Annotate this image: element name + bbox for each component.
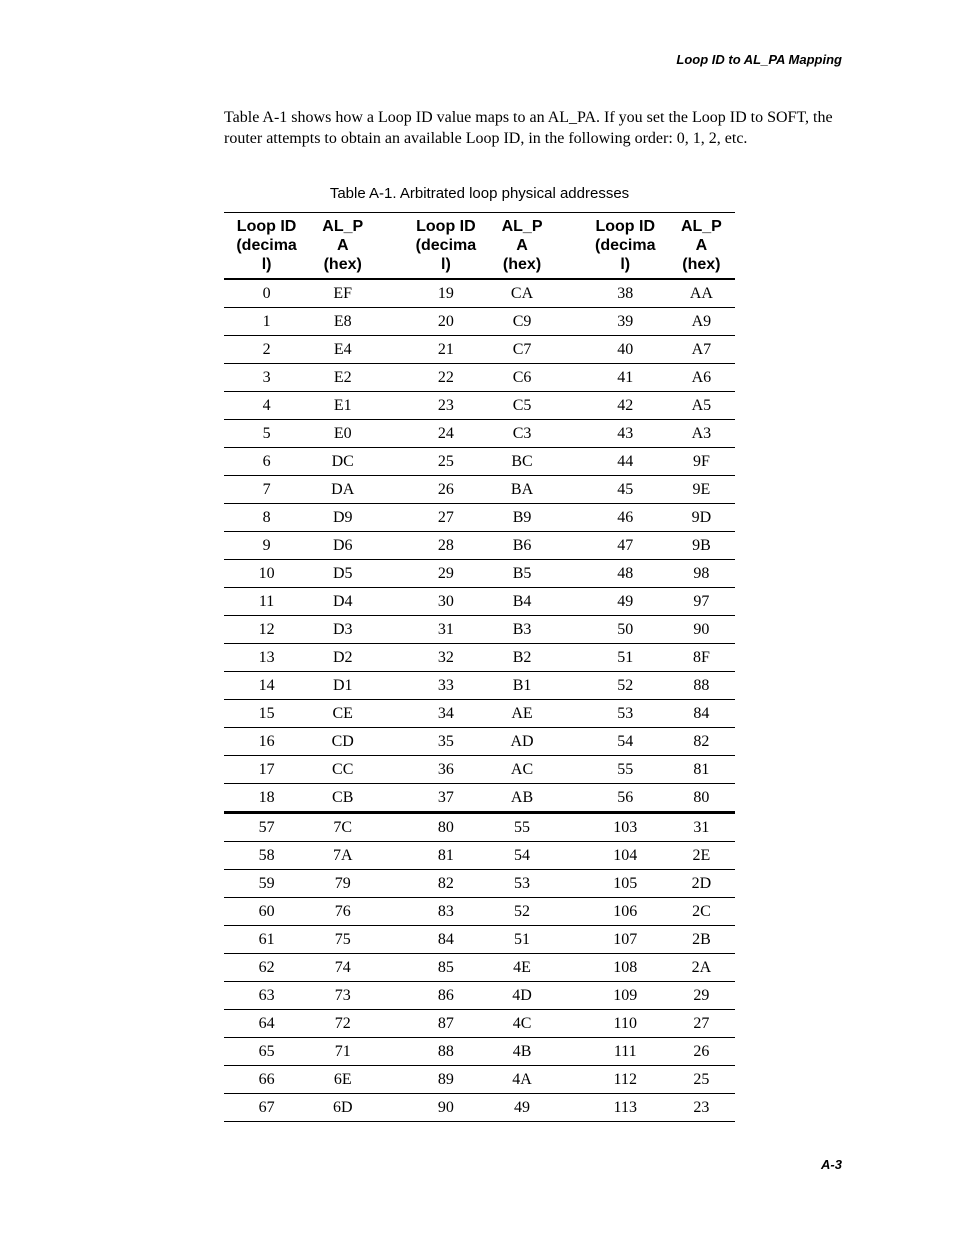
- header-loop-id: Loop ID (decima l): [583, 213, 668, 280]
- table-row: [224, 700, 735, 728]
- column-gap: [376, 1094, 403, 1122]
- column-gap: [376, 560, 403, 588]
- loop-id-cell: 56: [583, 784, 668, 813]
- alpa-cell: 55: [488, 813, 555, 842]
- loop-id-cell: 67: [224, 1094, 309, 1122]
- alpa-cell: AB: [488, 784, 555, 813]
- loop-id-cell: 46: [583, 504, 668, 532]
- column-gap: [556, 364, 583, 392]
- loop-id-cell: 108: [583, 954, 668, 982]
- loop-id-cell: 82: [403, 870, 488, 898]
- column-gap: [556, 700, 583, 728]
- alpa-cell: 51: [488, 926, 555, 954]
- alpa-cell: 81: [668, 756, 735, 784]
- table-row: [224, 926, 735, 954]
- alpa-cell: 52: [488, 898, 555, 926]
- loop-id-cell: 49: [583, 588, 668, 616]
- alpa-cell: D5: [309, 560, 376, 588]
- loop-id-cell: 54: [583, 728, 668, 756]
- column-gap: [376, 504, 403, 532]
- table-row: [224, 336, 735, 364]
- loop-id-cell: 86: [403, 982, 488, 1010]
- table-row: [224, 784, 735, 813]
- loop-id-cell: 26: [403, 476, 488, 504]
- loop-id-cell: 21: [403, 336, 488, 364]
- column-gap: [376, 870, 403, 898]
- alpa-cell: E4: [309, 336, 376, 364]
- alpa-cell: 80: [668, 784, 735, 813]
- alpa-cell: AA: [668, 279, 735, 308]
- loop-id-cell: 10: [224, 560, 309, 588]
- loop-id-cell: 36: [403, 756, 488, 784]
- alpa-cell: B5: [488, 560, 555, 588]
- loop-id-cell: 87: [403, 1010, 488, 1038]
- alpa-cell: 4A: [488, 1066, 555, 1094]
- loop-id-cell: 25: [403, 448, 488, 476]
- alpa-cell: 88: [668, 672, 735, 700]
- alpa-cell: 73: [309, 982, 376, 1010]
- table-row: [224, 1066, 735, 1094]
- loop-id-cell: 44: [583, 448, 668, 476]
- column-gap: [556, 279, 583, 308]
- column-gap: [376, 336, 403, 364]
- alpa-cell: E8: [309, 308, 376, 336]
- loop-id-cell: 16: [224, 728, 309, 756]
- loop-id-cell: 0: [224, 279, 309, 308]
- alpa-cell: 2E: [668, 842, 735, 870]
- column-gap: [376, 842, 403, 870]
- table-row: [224, 954, 735, 982]
- column-gap: [556, 954, 583, 982]
- loop-id-cell: 35: [403, 728, 488, 756]
- loop-id-cell: 14: [224, 672, 309, 700]
- loop-id-cell: 39: [583, 308, 668, 336]
- column-gap: [556, 644, 583, 672]
- column-gap: [376, 644, 403, 672]
- column-gap: [556, 756, 583, 784]
- column-gap: [556, 1038, 583, 1066]
- alpa-cell: 7C: [309, 813, 376, 842]
- loop-id-cell: 37: [403, 784, 488, 813]
- alpa-cell: 90: [668, 616, 735, 644]
- loop-id-cell: 33: [403, 672, 488, 700]
- loop-id-cell: 8: [224, 504, 309, 532]
- column-gap: [556, 728, 583, 756]
- loop-id-cell: 66: [224, 1066, 309, 1094]
- column-gap: [376, 926, 403, 954]
- alpa-cell: CE: [309, 700, 376, 728]
- loop-id-cell: 84: [403, 926, 488, 954]
- column-gap: [376, 279, 403, 308]
- alpa-cell: CB: [309, 784, 376, 813]
- column-gap: [376, 813, 403, 842]
- loop-id-cell: 15: [224, 700, 309, 728]
- alpa-cell: 4C: [488, 1010, 555, 1038]
- loop-id-alpa-table: [224, 212, 735, 1122]
- loop-id-cell: 20: [403, 308, 488, 336]
- column-gap: [556, 898, 583, 926]
- loop-id-cell: 63: [224, 982, 309, 1010]
- table-row: [224, 476, 735, 504]
- page-number: A-3: [821, 1157, 842, 1172]
- loop-id-cell: 6: [224, 448, 309, 476]
- alpa-cell: EF: [309, 279, 376, 308]
- alpa-cell: A7: [668, 336, 735, 364]
- column-gap: [376, 392, 403, 420]
- loop-id-cell: 53: [583, 700, 668, 728]
- column-gap: [556, 784, 583, 813]
- loop-id-cell: 24: [403, 420, 488, 448]
- alpa-cell: 27: [668, 1010, 735, 1038]
- table-body: [224, 279, 735, 1122]
- alpa-cell: 23: [668, 1094, 735, 1122]
- loop-id-cell: 58: [224, 842, 309, 870]
- alpa-cell: 82: [668, 728, 735, 756]
- loop-id-cell: 107: [583, 926, 668, 954]
- column-gap: [376, 898, 403, 926]
- column-gap: [556, 532, 583, 560]
- column-gap: [376, 616, 403, 644]
- loop-id-cell: 103: [583, 813, 668, 842]
- alpa-cell: 26: [668, 1038, 735, 1066]
- alpa-cell: 97: [668, 588, 735, 616]
- loop-id-cell: 90: [403, 1094, 488, 1122]
- loop-id-cell: 83: [403, 898, 488, 926]
- header-gap: [556, 213, 583, 280]
- alpa-cell: B9: [488, 504, 555, 532]
- alpa-cell: 6D: [309, 1094, 376, 1122]
- table-row: [224, 1038, 735, 1066]
- alpa-cell: 9F: [668, 448, 735, 476]
- loop-id-cell: 51: [583, 644, 668, 672]
- column-gap: [556, 560, 583, 588]
- column-gap: [556, 1066, 583, 1094]
- alpa-cell: D6: [309, 532, 376, 560]
- loop-id-cell: 31: [403, 616, 488, 644]
- alpa-cell: B4: [488, 588, 555, 616]
- alpa-cell: 72: [309, 1010, 376, 1038]
- alpa-cell: 9E: [668, 476, 735, 504]
- loop-id-cell: 59: [224, 870, 309, 898]
- table-header-row: [224, 213, 735, 280]
- alpa-cell: 7A: [309, 842, 376, 870]
- alpa-cell: D2: [309, 644, 376, 672]
- loop-id-cell: 2: [224, 336, 309, 364]
- alpa-cell: AC: [488, 756, 555, 784]
- loop-id-cell: 34: [403, 700, 488, 728]
- alpa-cell: 2A: [668, 954, 735, 982]
- table-row: [224, 532, 735, 560]
- column-gap: [556, 1010, 583, 1038]
- alpa-cell: 79: [309, 870, 376, 898]
- column-gap: [376, 448, 403, 476]
- loop-id-cell: 111: [583, 1038, 668, 1066]
- alpa-cell: CC: [309, 756, 376, 784]
- alpa-cell: 76: [309, 898, 376, 926]
- alpa-cell: 4E: [488, 954, 555, 982]
- alpa-cell: 4D: [488, 982, 555, 1010]
- alpa-cell: 9D: [668, 504, 735, 532]
- loop-id-cell: 41: [583, 364, 668, 392]
- column-gap: [376, 672, 403, 700]
- alpa-cell: 2B: [668, 926, 735, 954]
- alpa-cell: 49: [488, 1094, 555, 1122]
- alpa-cell: 6E: [309, 1066, 376, 1094]
- alpa-cell: 31: [668, 813, 735, 842]
- loop-id-cell: 19: [403, 279, 488, 308]
- table-row: [224, 672, 735, 700]
- loop-id-cell: 60: [224, 898, 309, 926]
- table-row: [224, 308, 735, 336]
- alpa-cell: 74: [309, 954, 376, 982]
- alpa-cell: 53: [488, 870, 555, 898]
- table-row: [224, 420, 735, 448]
- alpa-cell: 71: [309, 1038, 376, 1066]
- loop-id-cell: 17: [224, 756, 309, 784]
- table-row: [224, 504, 735, 532]
- column-gap: [556, 392, 583, 420]
- loop-id-cell: 80: [403, 813, 488, 842]
- loop-id-cell: 1: [224, 308, 309, 336]
- loop-id-cell: 3: [224, 364, 309, 392]
- loop-id-cell: 52: [583, 672, 668, 700]
- column-gap: [556, 504, 583, 532]
- alpa-cell: BC: [488, 448, 555, 476]
- loop-id-cell: 113: [583, 1094, 668, 1122]
- header-alpa: AL_P A (hex): [488, 213, 555, 280]
- alpa-cell: C7: [488, 336, 555, 364]
- column-gap: [556, 308, 583, 336]
- alpa-cell: A6: [668, 364, 735, 392]
- table-row: [224, 842, 735, 870]
- header-loop-id: Loop ID (decima l): [224, 213, 309, 280]
- alpa-cell: D1: [309, 672, 376, 700]
- loop-id-cell: 9: [224, 532, 309, 560]
- column-gap: [556, 842, 583, 870]
- alpa-cell: 8F: [668, 644, 735, 672]
- table-row: [224, 448, 735, 476]
- loop-id-cell: 81: [403, 842, 488, 870]
- table-row: [224, 560, 735, 588]
- alpa-cell: 54: [488, 842, 555, 870]
- loop-id-cell: 42: [583, 392, 668, 420]
- alpa-cell: B3: [488, 616, 555, 644]
- table-row: [224, 644, 735, 672]
- loop-id-cell: 28: [403, 532, 488, 560]
- table-row: [224, 616, 735, 644]
- loop-id-cell: 112: [583, 1066, 668, 1094]
- loop-id-cell: 40: [583, 336, 668, 364]
- table-row: [224, 1010, 735, 1038]
- loop-id-cell: 30: [403, 588, 488, 616]
- loop-id-cell: 89: [403, 1066, 488, 1094]
- column-gap: [376, 476, 403, 504]
- header-gap: [376, 213, 403, 280]
- loop-id-cell: 48: [583, 560, 668, 588]
- alpa-cell: 25: [668, 1066, 735, 1094]
- loop-id-cell: 62: [224, 954, 309, 982]
- alpa-cell: AE: [488, 700, 555, 728]
- column-gap: [376, 784, 403, 813]
- column-gap: [556, 336, 583, 364]
- column-gap: [376, 756, 403, 784]
- column-gap: [556, 926, 583, 954]
- loop-id-cell: 45: [583, 476, 668, 504]
- alpa-cell: DC: [309, 448, 376, 476]
- column-gap: [556, 448, 583, 476]
- alpa-cell: B1: [488, 672, 555, 700]
- alpa-cell: A5: [668, 392, 735, 420]
- column-gap: [376, 364, 403, 392]
- alpa-cell: CA: [488, 279, 555, 308]
- loop-id-cell: 47: [583, 532, 668, 560]
- alpa-cell: 98: [668, 560, 735, 588]
- column-gap: [556, 813, 583, 842]
- running-header: Loop ID to AL_PA Mapping: [676, 52, 842, 67]
- alpa-cell: C6: [488, 364, 555, 392]
- loop-id-cell: 61: [224, 926, 309, 954]
- column-gap: [556, 672, 583, 700]
- alpa-cell: B6: [488, 532, 555, 560]
- loop-id-cell: 4: [224, 392, 309, 420]
- header-alpa: AL_P A (hex): [668, 213, 735, 280]
- column-gap: [376, 588, 403, 616]
- column-gap: [376, 728, 403, 756]
- table-row: [224, 728, 735, 756]
- column-gap: [376, 1038, 403, 1066]
- table-row: [224, 756, 735, 784]
- loop-id-cell: 55: [583, 756, 668, 784]
- loop-id-cell: 50: [583, 616, 668, 644]
- loop-id-cell: 29: [403, 560, 488, 588]
- column-gap: [376, 420, 403, 448]
- table-row: [224, 898, 735, 926]
- column-gap: [376, 1066, 403, 1094]
- column-gap: [376, 700, 403, 728]
- loop-id-cell: 27: [403, 504, 488, 532]
- alpa-cell: E1: [309, 392, 376, 420]
- alpa-cell: A3: [668, 420, 735, 448]
- alpa-cell: 84: [668, 700, 735, 728]
- table-row: [224, 1094, 735, 1122]
- loop-id-cell: 85: [403, 954, 488, 982]
- alpa-cell: CD: [309, 728, 376, 756]
- loop-id-cell: 13: [224, 644, 309, 672]
- table-row: [224, 364, 735, 392]
- column-gap: [556, 420, 583, 448]
- loop-id-cell: 88: [403, 1038, 488, 1066]
- loop-id-cell: 65: [224, 1038, 309, 1066]
- loop-id-cell: 109: [583, 982, 668, 1010]
- alpa-cell: 9B: [668, 532, 735, 560]
- alpa-cell: B2: [488, 644, 555, 672]
- loop-id-cell: 7: [224, 476, 309, 504]
- intro-paragraph: Table A-1 shows how a Loop ID value maps to an AL_PA. If you set the Loop ID to SOFT, the router attempts to obtain an available Loop ID, in the following order: 0, 1, 2, etc.: [224, 109, 833, 147]
- header-loop-id: Loop ID (decima l): [403, 213, 488, 280]
- table-row: [224, 870, 735, 898]
- alpa-cell: 2C: [668, 898, 735, 926]
- loop-id-cell: 22: [403, 364, 488, 392]
- column-gap: [376, 1010, 403, 1038]
- table-row: [224, 279, 735, 308]
- column-gap: [376, 982, 403, 1010]
- alpa-cell: E2: [309, 364, 376, 392]
- column-gap: [556, 588, 583, 616]
- column-gap: [556, 982, 583, 1010]
- loop-id-cell: 5: [224, 420, 309, 448]
- alpa-cell: C3: [488, 420, 555, 448]
- alpa-cell: C9: [488, 308, 555, 336]
- loop-id-cell: 104: [583, 842, 668, 870]
- loop-id-cell: 32: [403, 644, 488, 672]
- alpa-cell: 4B: [488, 1038, 555, 1066]
- column-gap: [556, 870, 583, 898]
- table-row: [224, 588, 735, 616]
- alpa-cell: D9: [309, 504, 376, 532]
- loop-id-cell: 18: [224, 784, 309, 813]
- column-gap: [376, 308, 403, 336]
- alpa-cell: D3: [309, 616, 376, 644]
- alpa-cell: 2D: [668, 870, 735, 898]
- table-row: [224, 982, 735, 1010]
- alpa-cell: 29: [668, 982, 735, 1010]
- alpa-cell: E0: [309, 420, 376, 448]
- loop-id-cell: 23: [403, 392, 488, 420]
- column-gap: [556, 476, 583, 504]
- column-gap: [376, 954, 403, 982]
- alpa-cell: C5: [488, 392, 555, 420]
- alpa-cell: D4: [309, 588, 376, 616]
- loop-id-cell: 106: [583, 898, 668, 926]
- alpa-cell: A9: [668, 308, 735, 336]
- table-caption: Table A-1. Arbitrated loop physical addresses: [329, 185, 630, 202]
- header-alpa: AL_P A (hex): [309, 213, 376, 280]
- loop-id-cell: 110: [583, 1010, 668, 1038]
- loop-id-cell: 12: [224, 616, 309, 644]
- loop-id-cell: 105: [583, 870, 668, 898]
- loop-id-cell: 43: [583, 420, 668, 448]
- loop-id-cell: 57: [224, 813, 309, 842]
- column-gap: [556, 1094, 583, 1122]
- loop-id-cell: 38: [583, 279, 668, 308]
- table-row: [224, 392, 735, 420]
- column-gap: [376, 532, 403, 560]
- alpa-cell: BA: [488, 476, 555, 504]
- table-row: [224, 813, 735, 842]
- alpa-cell: AD: [488, 728, 555, 756]
- column-gap: [556, 616, 583, 644]
- alpa-cell: 75: [309, 926, 376, 954]
- alpa-cell: DA: [309, 476, 376, 504]
- loop-id-cell: 11: [224, 588, 309, 616]
- loop-id-cell: 64: [224, 1010, 309, 1038]
